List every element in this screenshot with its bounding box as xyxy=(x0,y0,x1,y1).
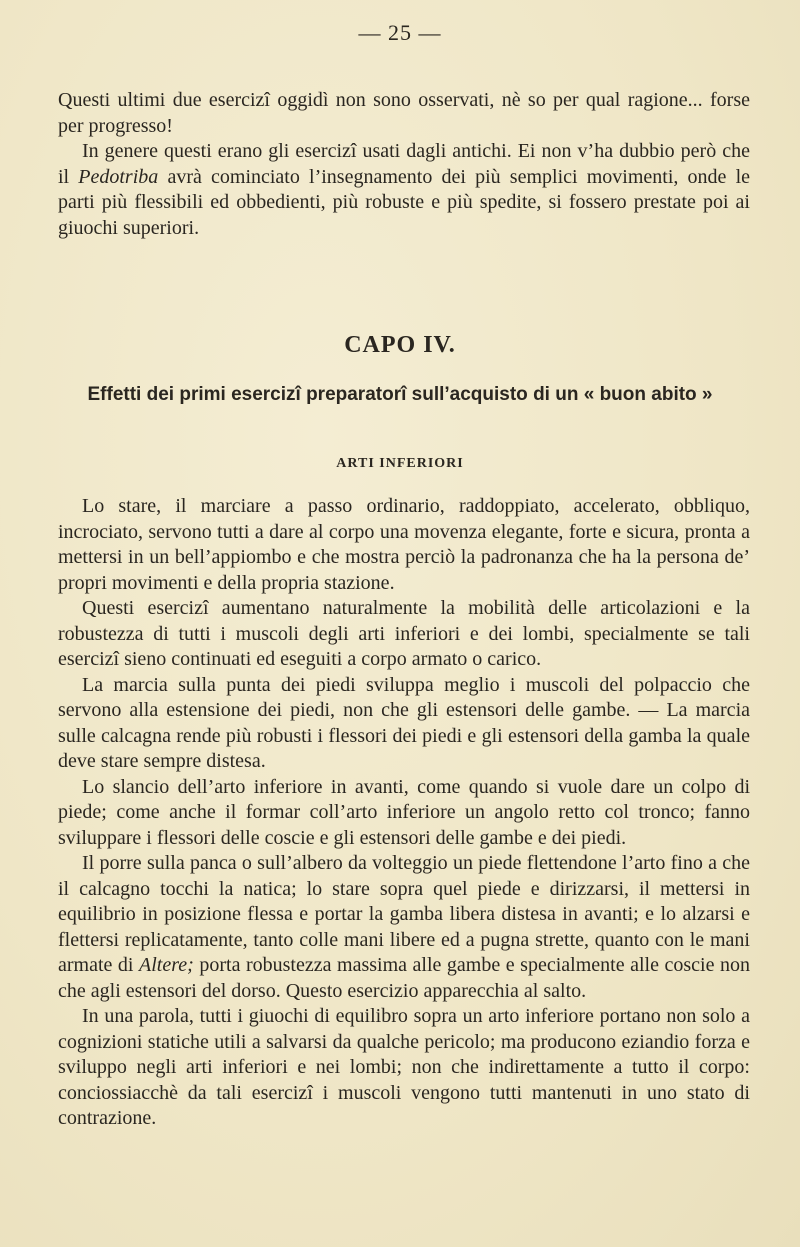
chapter-label: CAPO IV. xyxy=(344,332,456,358)
body-paragraph-6: In una parola, tutti i giuochi di equilibro sopra un arto inferiore portano non solo a cognizioni statiche utili a salvarsi da qualche pericolo; ma producono eziandio forza e sviluppo negli arti inferiori e nei lombi; non che indirettamente a tutto il corpo: conciossiacchè da tali esercizî i muscoli vengono tutti mantenuti in uno stato di contrazione. xyxy=(58,1005,750,1129)
intro-text xyxy=(58,88,750,241)
body-p5-end: porta robustezza massima alle gambe e specialmente alle coscie non che agli estensori del dorso. Questo esercizio apparecchia al salto. xyxy=(58,954,750,1002)
intro-p2-emphasis: Pedotriba xyxy=(78,165,159,188)
body-paragraph-5 xyxy=(58,851,750,1004)
chapter-title: Effetti dei primi esercizî preparatorî sull’acquisto di un « buon abito » xyxy=(87,384,713,405)
body-paragraph-1: Lo stare, il marciare a passo ordinario, raddoppiato, accelerato, obbliquo, incrociato, servono tutti a dare al corpo una movenza elegante, forte e sicura, pronta a mettersi in un bell’appiombo e che mostra perciò la padronanza che ha la persona de’ propri movimenti e della propria stazione. xyxy=(58,495,750,594)
body-p5-emphasis: Altere; xyxy=(139,954,194,976)
body-paragraph-4: Lo slancio dell’arto inferiore in avanti, come quando si vuole dare un colpo di piede; come anche il formar coll’arto inferiore un angolo retto col tronco; fanno sviluppare i flessori delle coscie e gli estensori delle gambe e dei piedi. xyxy=(58,775,750,849)
section-heading: ARTI INFERIORI xyxy=(336,456,464,471)
intro-paragraph-2 xyxy=(58,139,750,241)
intro-paragraph-1: Questi ultimi due esercizî oggidì non sono osservati, nè so per qual ragione... forse per progresso! xyxy=(58,89,750,137)
page-number: — 25 — xyxy=(358,20,442,45)
body-p5-start: Il porre sulla panca o sull’albero da volteggio un piede flettendone l’arto fino a che il calcagno tocchi la natica; lo stare sopra quel piede e dirizzarsi, il mettersi in equilibrio in posizione flessa e portar la gamba libera distesa in avanti; e lo alzarsi e flettersi replicatamente, tanto colle mani libere ed a pugna strette, quanto con le mani armate di xyxy=(58,852,750,976)
intro-p2-start: In genere questi erano gli esercizî usati dagli antichi. Ei non v’ha dubbio però che il xyxy=(58,140,750,188)
body-text xyxy=(58,494,750,1132)
intro-p2-end: avrà cominciato l’insegnamento dei più semplici movimenti, onde le parti più flessibili ed obbedienti, più robuste e più spedite, si fossero prestate poi ai giuochi superiori. xyxy=(58,165,750,239)
body-paragraph-2: Questi esercizî aumentano naturalmente la mobilità delle articolazioni e la robustezza di tutti i muscoli degli arti inferiori e dei lombi, specialmente se tali esercizî sieno continuati ed eseguiti a corpo armato o carico. xyxy=(58,597,750,670)
body-paragraph-3: La marcia sulla punta dei piedi sviluppa meglio i muscoli del polpaccio che servono alla estensione dei piedi, non che gli estensori delle gambe. — La marcia sulle calcagna rende più robusti i flessori dei piedi e gli estensori della gamba la quale deve stare sempre distesa. xyxy=(58,673,750,772)
